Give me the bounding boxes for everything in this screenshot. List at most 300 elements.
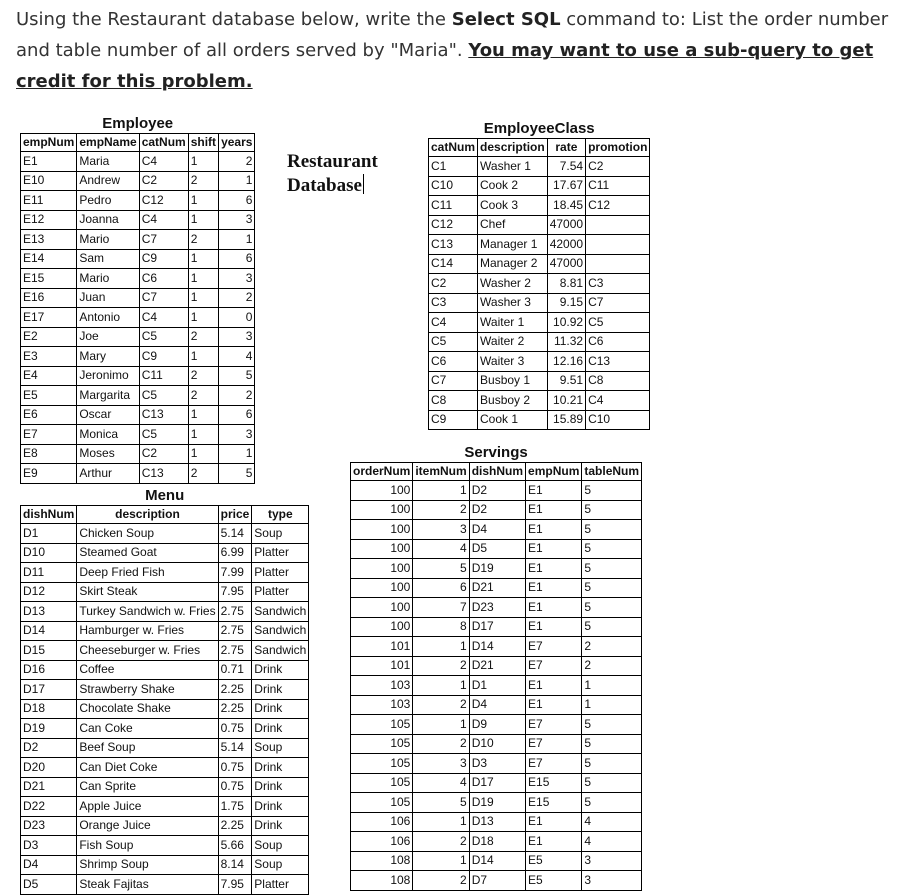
servings-cell: 1 [413, 715, 469, 735]
servings-cell: 5 [582, 578, 642, 598]
menu-cell: Drink [252, 758, 309, 778]
table-row [21, 543, 309, 563]
employee-class-cell [586, 215, 650, 235]
employee-class-cell: C9 [429, 410, 478, 430]
employee-class-cell: 7.54 [547, 157, 585, 177]
employee-cell: 3 [219, 210, 255, 230]
table-row [21, 191, 255, 211]
employee-class-cell: 9.15 [547, 293, 585, 313]
employee-class-cell: 11.32 [547, 332, 585, 352]
employee-class-header: rate [547, 139, 585, 157]
servings-cell: 2 [413, 832, 469, 852]
employee-class-header: catNum [429, 139, 478, 157]
employee-cell: 2 [219, 152, 255, 172]
employee-cell: Oscar [77, 405, 139, 425]
servings-cell: 100 [351, 520, 413, 540]
employee-cell: E12 [21, 210, 77, 230]
table-row [21, 152, 255, 172]
servings-cell: 2 [413, 500, 469, 520]
employee-class-cell: C13 [429, 235, 478, 255]
servings-cell: D21 [469, 656, 525, 676]
employee-cell: C11 [139, 366, 188, 386]
servings-cell: E1 [526, 695, 582, 715]
database-title-line2-wrap [287, 174, 378, 198]
employee-class-cell: 47000 [547, 254, 585, 274]
employee-header: empNum [21, 134, 77, 152]
table-row [21, 738, 309, 758]
servings-cell: 6 [413, 578, 469, 598]
menu-cell: 5.14 [218, 738, 252, 758]
employee-cell: Sam [77, 249, 139, 269]
menu-cell: Platter [252, 875, 309, 895]
employee-cell: C2 [139, 171, 188, 191]
servings-cell: 2 [413, 871, 469, 891]
menu-cell: 5.66 [218, 836, 252, 856]
servings-cell: 1 [413, 637, 469, 657]
menu-cell: 1.75 [218, 797, 252, 817]
table-row [21, 366, 255, 386]
table-row [351, 734, 642, 754]
employee-cell: 2 [188, 464, 218, 484]
menu-cell: Drink [252, 777, 309, 797]
menu-cell: 2.25 [218, 699, 252, 719]
employee-cell: 4 [219, 347, 255, 367]
table-row [21, 524, 309, 544]
menu-cell: 0.71 [218, 660, 252, 680]
employee-class-cell: C10 [429, 176, 478, 196]
menu-cell: D18 [21, 699, 77, 719]
employee-class-cell: C13 [586, 352, 650, 372]
menu-cell: D20 [21, 758, 77, 778]
servings-cell: 103 [351, 695, 413, 715]
employee-cell: 1 [188, 249, 218, 269]
table-row [21, 660, 309, 680]
employee-cell: E8 [21, 444, 77, 464]
employee-cell: Mario [77, 230, 139, 250]
menu-header: dishNum [21, 506, 77, 524]
employee-class-cell: Busboy 2 [478, 391, 548, 411]
menu-cell: Hamburger w. Fries [77, 621, 218, 641]
servings-cell: E1 [526, 481, 582, 501]
servings-cell: 3 [413, 754, 469, 774]
menu-cell: Deep Fried Fish [77, 563, 218, 583]
employee-class-header: promotion [586, 139, 650, 157]
menu-cell: Drink [252, 797, 309, 817]
table-row [429, 176, 650, 196]
employee-cell: E13 [21, 230, 77, 250]
servings-cell: 5 [582, 598, 642, 618]
menu-cell: D19 [21, 719, 77, 739]
table-row [21, 347, 255, 367]
servings-cell: 105 [351, 734, 413, 754]
servings-cell: E1 [526, 676, 582, 696]
employee-cell: Mary [77, 347, 139, 367]
servings-cell: D10 [469, 734, 525, 754]
table-row [351, 851, 642, 871]
servings-cell: 103 [351, 676, 413, 696]
servings-cell: 1 [413, 851, 469, 871]
servings-cell: E1 [526, 617, 582, 637]
servings-cell: 108 [351, 871, 413, 891]
servings-cell: 5 [582, 500, 642, 520]
table-row [351, 812, 642, 832]
employee-class-cell: 10.92 [547, 313, 585, 333]
employee-class-cell: C2 [429, 274, 478, 294]
employee-class-cell: C11 [586, 176, 650, 196]
table-row [21, 855, 309, 875]
table-row [21, 386, 255, 406]
menu-cell: D22 [21, 797, 77, 817]
table-row [351, 559, 642, 579]
employee-class-cell: C6 [429, 352, 478, 372]
employee-cell: 2 [188, 366, 218, 386]
servings-cell: 100 [351, 559, 413, 579]
employee-cell: Jeronimo [77, 366, 139, 386]
employee-cell: 6 [219, 405, 255, 425]
table-row [429, 293, 650, 313]
table-row [351, 832, 642, 852]
servings-cell: D4 [469, 520, 525, 540]
database-title-line1: Restaurant [287, 151, 378, 172]
servings-cell: D14 [469, 637, 525, 657]
employee-cell: C13 [139, 405, 188, 425]
menu-cell: 2.25 [218, 816, 252, 836]
servings-cell: D19 [469, 793, 525, 813]
table-row [21, 836, 309, 856]
employee-cell: 5 [219, 464, 255, 484]
menu-cell: Drink [252, 719, 309, 739]
employee-class-cell: 17.67 [547, 176, 585, 196]
table-row [351, 793, 642, 813]
menu-cell: Turkey Sandwich w. Fries [77, 602, 218, 622]
menu-header: price [218, 506, 252, 524]
menu-cell: 5.14 [218, 524, 252, 544]
menu-cell: D11 [21, 563, 77, 583]
table-row [21, 563, 309, 583]
database-title [287, 150, 378, 198]
servings-cell: 7 [413, 598, 469, 618]
servings-cell: 1 [413, 812, 469, 832]
employee-cell: C9 [139, 347, 188, 367]
table-row [21, 758, 309, 778]
employee-class-cell: Manager 1 [478, 235, 548, 255]
servings-cell: 5 [582, 793, 642, 813]
menu-cell: 8.14 [218, 855, 252, 875]
question-part2: command to: List the order number and table number of all orders served by "Maria". [16, 9, 889, 61]
employee-cell: E1 [21, 152, 77, 172]
employee-cell: C4 [139, 210, 188, 230]
employee-class-cell: Cook 2 [478, 176, 548, 196]
servings-cell: E1 [526, 812, 582, 832]
employee-class-cell: 15.89 [547, 410, 585, 430]
employee-cell: C2 [139, 444, 188, 464]
servings-cell: 100 [351, 598, 413, 618]
menu-cell: Coffee [77, 660, 218, 680]
menu-cell: Cheeseburger w. Fries [77, 641, 218, 661]
employee-cell: E11 [21, 191, 77, 211]
employee-cell: E4 [21, 366, 77, 386]
employee-class-cell: C5 [586, 313, 650, 333]
servings-header-row [351, 463, 642, 481]
servings-cell: 5 [582, 773, 642, 793]
employee-cell: 1 [188, 288, 218, 308]
servings-cell: D14 [469, 851, 525, 871]
menu-cell: D21 [21, 777, 77, 797]
employee-class-cell: 42000 [547, 235, 585, 255]
menu-cell: Platter [252, 563, 309, 583]
servings-cell: 105 [351, 754, 413, 774]
employee-header-row [21, 134, 255, 152]
table-row [429, 157, 650, 177]
employee-cell: 1 [219, 444, 255, 464]
employee-cell: E7 [21, 425, 77, 445]
servings-cell: E1 [526, 832, 582, 852]
employee-class-cell: Washer 2 [478, 274, 548, 294]
employee-cell: C4 [139, 308, 188, 328]
servings-cell: 2 [413, 734, 469, 754]
menu-table [20, 487, 309, 895]
servings-cell: 5 [582, 520, 642, 540]
servings-cell: 4 [582, 832, 642, 852]
table-row [351, 656, 642, 676]
menu-cell: Soup [252, 855, 309, 875]
employee-class-header: description [478, 139, 548, 157]
servings-cell: 4 [413, 539, 469, 559]
table-row [21, 269, 255, 289]
servings-header: orderNum [351, 463, 413, 481]
servings-table [350, 444, 642, 891]
employee-class-cell [586, 254, 650, 274]
menu-cell: Can Coke [77, 719, 218, 739]
servings-cell: 5 [582, 559, 642, 579]
menu-cell: 2.25 [218, 680, 252, 700]
servings-cell: E1 [526, 578, 582, 598]
servings-cell: 105 [351, 715, 413, 735]
menu-cell: Can Diet Coke [77, 758, 218, 778]
servings-cell: E7 [526, 715, 582, 735]
menu-cell: Sandwich [252, 621, 309, 641]
servings-cell: 100 [351, 617, 413, 637]
employee-cell: Juan [77, 288, 139, 308]
employee-cell: 2 [188, 230, 218, 250]
employee-cell: Joe [77, 327, 139, 347]
employee-class-cell: Cook 3 [478, 196, 548, 216]
servings-cell: E5 [526, 851, 582, 871]
table-row [21, 797, 309, 817]
employee-cell: C5 [139, 327, 188, 347]
servings-cell: D18 [469, 832, 525, 852]
employee-cell: 6 [219, 191, 255, 211]
servings-cell: 5 [582, 754, 642, 774]
table-row [351, 598, 642, 618]
text-cursor [363, 174, 364, 194]
table-row [429, 391, 650, 411]
menu-cell: 0.75 [218, 777, 252, 797]
servings-cell: D2 [469, 500, 525, 520]
employee-cell: 3 [219, 269, 255, 289]
employee-class-cell: C14 [429, 254, 478, 274]
employee-cell: Mario [77, 269, 139, 289]
servings-cell: 105 [351, 773, 413, 793]
servings-cell: 106 [351, 812, 413, 832]
employee-cell: C9 [139, 249, 188, 269]
servings-cell: 2 [413, 656, 469, 676]
servings-cell: D17 [469, 773, 525, 793]
servings-cell: 100 [351, 539, 413, 559]
menu-cell: D17 [21, 680, 77, 700]
employee-cell: Arthur [77, 464, 139, 484]
employee-class-cell: C1 [429, 157, 478, 177]
servings-cell: D3 [469, 754, 525, 774]
servings-cell: E7 [526, 754, 582, 774]
employee-cell: 3 [219, 425, 255, 445]
table-row [21, 444, 255, 464]
employee-cell: Pedro [77, 191, 139, 211]
servings-cell: 1 [413, 676, 469, 696]
servings-cell: D23 [469, 598, 525, 618]
servings-cell: 1 [582, 695, 642, 715]
employee-cell: E9 [21, 464, 77, 484]
employee-class-cell: C10 [586, 410, 650, 430]
menu-cell: D1 [21, 524, 77, 544]
menu-cell: D23 [21, 816, 77, 836]
employee-cell: E2 [21, 327, 77, 347]
employee-class-cell: C12 [429, 215, 478, 235]
employee-cell: 1 [188, 425, 218, 445]
table-row [21, 327, 255, 347]
employee-cell: 2 [188, 327, 218, 347]
table-row [429, 254, 650, 274]
servings-cell: E7 [526, 734, 582, 754]
menu-cell: Shrimp Soup [77, 855, 218, 875]
servings-cell: 5 [582, 481, 642, 501]
table-row [351, 617, 642, 637]
table-row [21, 171, 255, 191]
employee-class-cell: C3 [429, 293, 478, 313]
table-row [429, 332, 650, 352]
table-row [21, 210, 255, 230]
table-row [429, 196, 650, 216]
employee-cell: Monica [77, 425, 139, 445]
table-row [351, 715, 642, 735]
servings-cell: E1 [526, 559, 582, 579]
employee-cell: 6 [219, 249, 255, 269]
menu-cell: Soup [252, 524, 309, 544]
servings-cell: 1 [582, 676, 642, 696]
employee-class-cell: 47000 [547, 215, 585, 235]
table-row [21, 288, 255, 308]
servings-cell: D17 [469, 617, 525, 637]
employee-class-cell: C7 [586, 293, 650, 313]
menu-cell: D14 [21, 621, 77, 641]
servings-cell: 101 [351, 656, 413, 676]
menu-cell: 2.75 [218, 621, 252, 641]
menu-cell: D13 [21, 602, 77, 622]
employee-cell: 1 [188, 152, 218, 172]
table-row [351, 520, 642, 540]
servings-cell: 101 [351, 637, 413, 657]
employee-class-cell: 8.81 [547, 274, 585, 294]
table-row [351, 500, 642, 520]
employee-cell: Antonio [77, 308, 139, 328]
servings-cell: 8 [413, 617, 469, 637]
employee-header: shift [188, 134, 218, 152]
employee-class-cell: Washer 1 [478, 157, 548, 177]
menu-cell: Soup [252, 738, 309, 758]
menu-cell: Drink [252, 680, 309, 700]
servings-cell: E1 [526, 539, 582, 559]
table-row [429, 215, 650, 235]
menu-header-row [21, 506, 309, 524]
servings-cell: D5 [469, 539, 525, 559]
employee-class-cell: C7 [429, 371, 478, 391]
menu-cell: Drink [252, 660, 309, 680]
employee-cell: 1 [188, 347, 218, 367]
employee-class-cell: C12 [586, 196, 650, 216]
table-row [351, 539, 642, 559]
menu-title: Menu [145, 487, 185, 504]
table-row [21, 719, 309, 739]
employee-cell: 0 [219, 308, 255, 328]
employee-class-cell: C2 [586, 157, 650, 177]
employee-title: Employee [102, 115, 174, 132]
menu-cell: D16 [21, 660, 77, 680]
question-text [16, 4, 906, 97]
employee-cell: 1 [188, 308, 218, 328]
menu-header: description [77, 506, 218, 524]
servings-title: Servings [464, 444, 528, 461]
menu-cell: Sandwich [252, 602, 309, 622]
servings-cell: 100 [351, 481, 413, 501]
servings-cell: D13 [469, 812, 525, 832]
servings-cell: E7 [526, 637, 582, 657]
servings-cell: D7 [469, 871, 525, 891]
table-row [21, 249, 255, 269]
servings-cell: 108 [351, 851, 413, 871]
servings-cell: E1 [526, 520, 582, 540]
employee-cell: 1 [219, 230, 255, 250]
employee-class-cell: Chef [478, 215, 548, 235]
table-row [429, 313, 650, 333]
menu-cell: 0.75 [218, 758, 252, 778]
menu-cell: 6.99 [218, 543, 252, 563]
question-part1: Using the Restaurant database below, write the [16, 9, 452, 30]
servings-cell: E7 [526, 656, 582, 676]
menu-cell: D15 [21, 641, 77, 661]
employee-cell: C4 [139, 152, 188, 172]
servings-cell: 100 [351, 578, 413, 598]
menu-cell: Can Sprite [77, 777, 218, 797]
servings-cell: 4 [413, 773, 469, 793]
servings-cell: E15 [526, 793, 582, 813]
menu-cell: 7.95 [218, 582, 252, 602]
table-row [351, 578, 642, 598]
table-row [21, 602, 309, 622]
servings-cell: 5 [582, 617, 642, 637]
servings-cell: 2 [582, 656, 642, 676]
menu-cell: 2.75 [218, 641, 252, 661]
employee-cell: Andrew [77, 171, 139, 191]
employee-class-cell: C8 [429, 391, 478, 411]
employee-cell: E16 [21, 288, 77, 308]
menu-cell: Drink [252, 816, 309, 836]
table-row [21, 425, 255, 445]
employee-class-cell [586, 235, 650, 255]
table-row [351, 637, 642, 657]
employee-class-cell: C4 [586, 391, 650, 411]
employee-cell: C7 [139, 230, 188, 250]
table-row [351, 676, 642, 696]
